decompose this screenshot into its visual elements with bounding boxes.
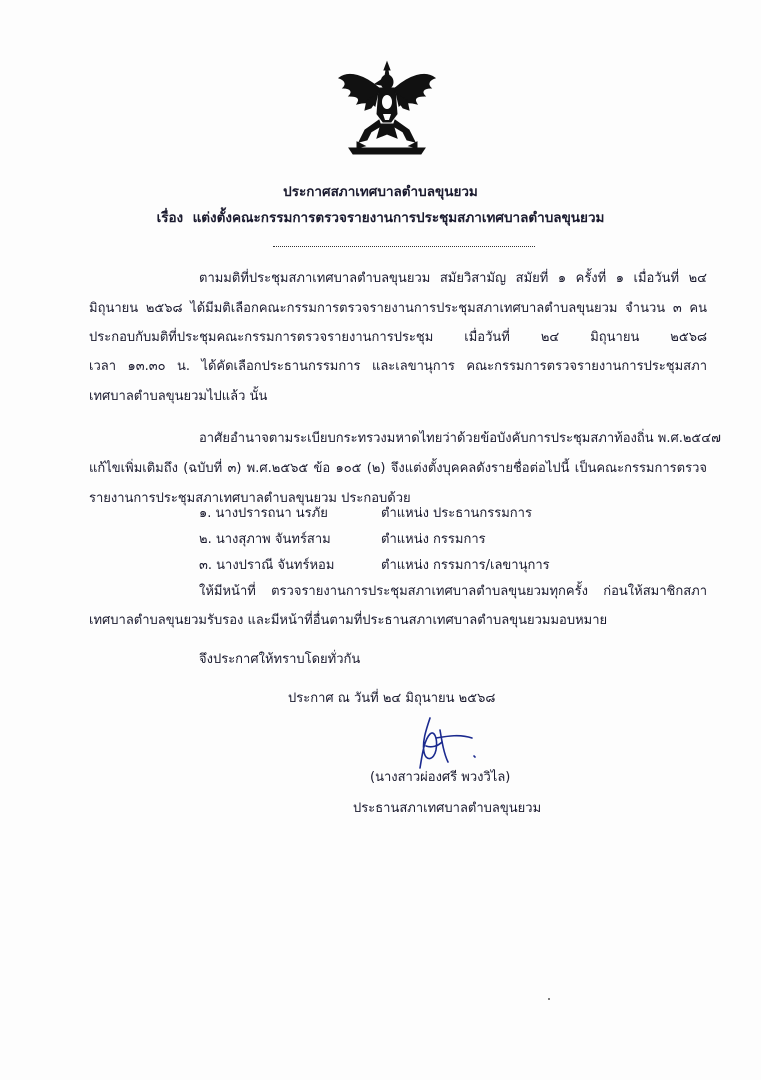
subject-text: แต่งตั้งคณะกรรมการตรวจรายงานการประชุมสภาเทศบาลตำบลขุนยวม <box>192 210 605 226</box>
member-position: ตำแหน่ง ประธานกรรมการ <box>381 506 532 521</box>
announcement-text: จึงประกาศให้ทราบโดยทั่วกัน <box>199 652 361 667</box>
paragraph-1-line: ตามมติที่ประชุมสภาเทศบาลตำบลขุนยวม สมัยวิสามัญ สมัยที่ ๑ ครั้งที่ ๑ เมื่อวันที่ ๒๔ <box>199 271 707 286</box>
paragraph-1-line: ประกอบกับมติที่ประชุมคณะกรรมการตรวจรายงานการประชุม เมื่อวันที่ ๒๔ มิถุนายน ๒๕๖๘ <box>89 330 707 345</box>
signature-image <box>412 716 492 774</box>
paragraph-2-line: รายงานการประชุมสภาเทศบาลตำบลขุนยวม ประกอบด้วย <box>89 491 411 506</box>
announcement-date: ประกาศ ณ วันที่ ๒๔ มิถุนายน ๒๕๖๘ <box>288 691 496 706</box>
signer-name: (นางสาวผ่องศรี พวงวิไล) <box>370 770 511 785</box>
document-title: ประกาศสภาเทศบาลตำบลขุนยวม <box>283 184 478 200</box>
paragraph-2-line: อาศัยอำนาจตามระเบียบกระทรวงมหาดไทยว่าด้วยข้อบังคับการประชุมสภาท้องถิ่น พ.ศ.๒๕๔๗ <box>199 431 721 446</box>
garuda-emblem <box>335 58 439 158</box>
member-name: ๓. นางปราณี จันทร์หอม <box>199 558 335 573</box>
scan-speck <box>548 998 550 1000</box>
dotted-divider <box>273 246 535 247</box>
member-position: ตำแหน่ง กรรมการ <box>381 532 486 547</box>
member-name: ๑. นางปรารถนา นรภัย <box>199 506 328 521</box>
paragraph-1-line: เวลา ๑๓.๓๐ น. ได้คัดเลือกประธานกรรมการ และเลขานุการ คณะกรรมการตรวจรายงานการประชุมสภา <box>89 359 707 374</box>
paragraph-1-line: มิถุนายน ๒๕๖๘ ได้มีมติเลือกคณะกรรมการตรวจรายงานการประชุมสภาเทศบาลตำบลขุนยวม จำนวน ๓ คน <box>89 301 707 316</box>
subject-label: เรื่อง <box>156 210 184 226</box>
signer-title: ประธานสภาเทศบาลตำบลขุนยวม <box>353 801 542 816</box>
paragraph-2-line: แก้ไขเพิ่มเติมถึง (ฉบับที่ ๓) พ.ศ.๒๕๖๕ ข้อ ๑๐๕ (๒) จึงแต่งตั้งบุคคลดังรายชื่อต่อไปนี้ เป็นคณะกรรมการตรวจ <box>89 461 707 476</box>
paragraph-3-line: ให้มีหน้าที่ ตรวจรายงานการประชุมสภาเทศบาลตำบลขุนยวมทุกครั้ง ก่อนให้สมาชิกสภา <box>199 584 707 599</box>
document-subject <box>0 206 761 228</box>
member-position: ตำแหน่ง กรรมการ/เลขานุการ <box>381 558 550 573</box>
member-name: ๒. นางสุภาพ จันทร์สาม <box>199 532 331 547</box>
paragraph-3-line: เทศบาลตำบลขุนยวมรับรอง และมีหน้าที่อื่นตามที่ประธานสภาเทศบาลตำบลขุนยวมมอบหมาย <box>89 613 608 628</box>
paragraph-1-line: เทศบาลตำบลขุนยวมไปแล้ว นั้น <box>89 389 268 404</box>
